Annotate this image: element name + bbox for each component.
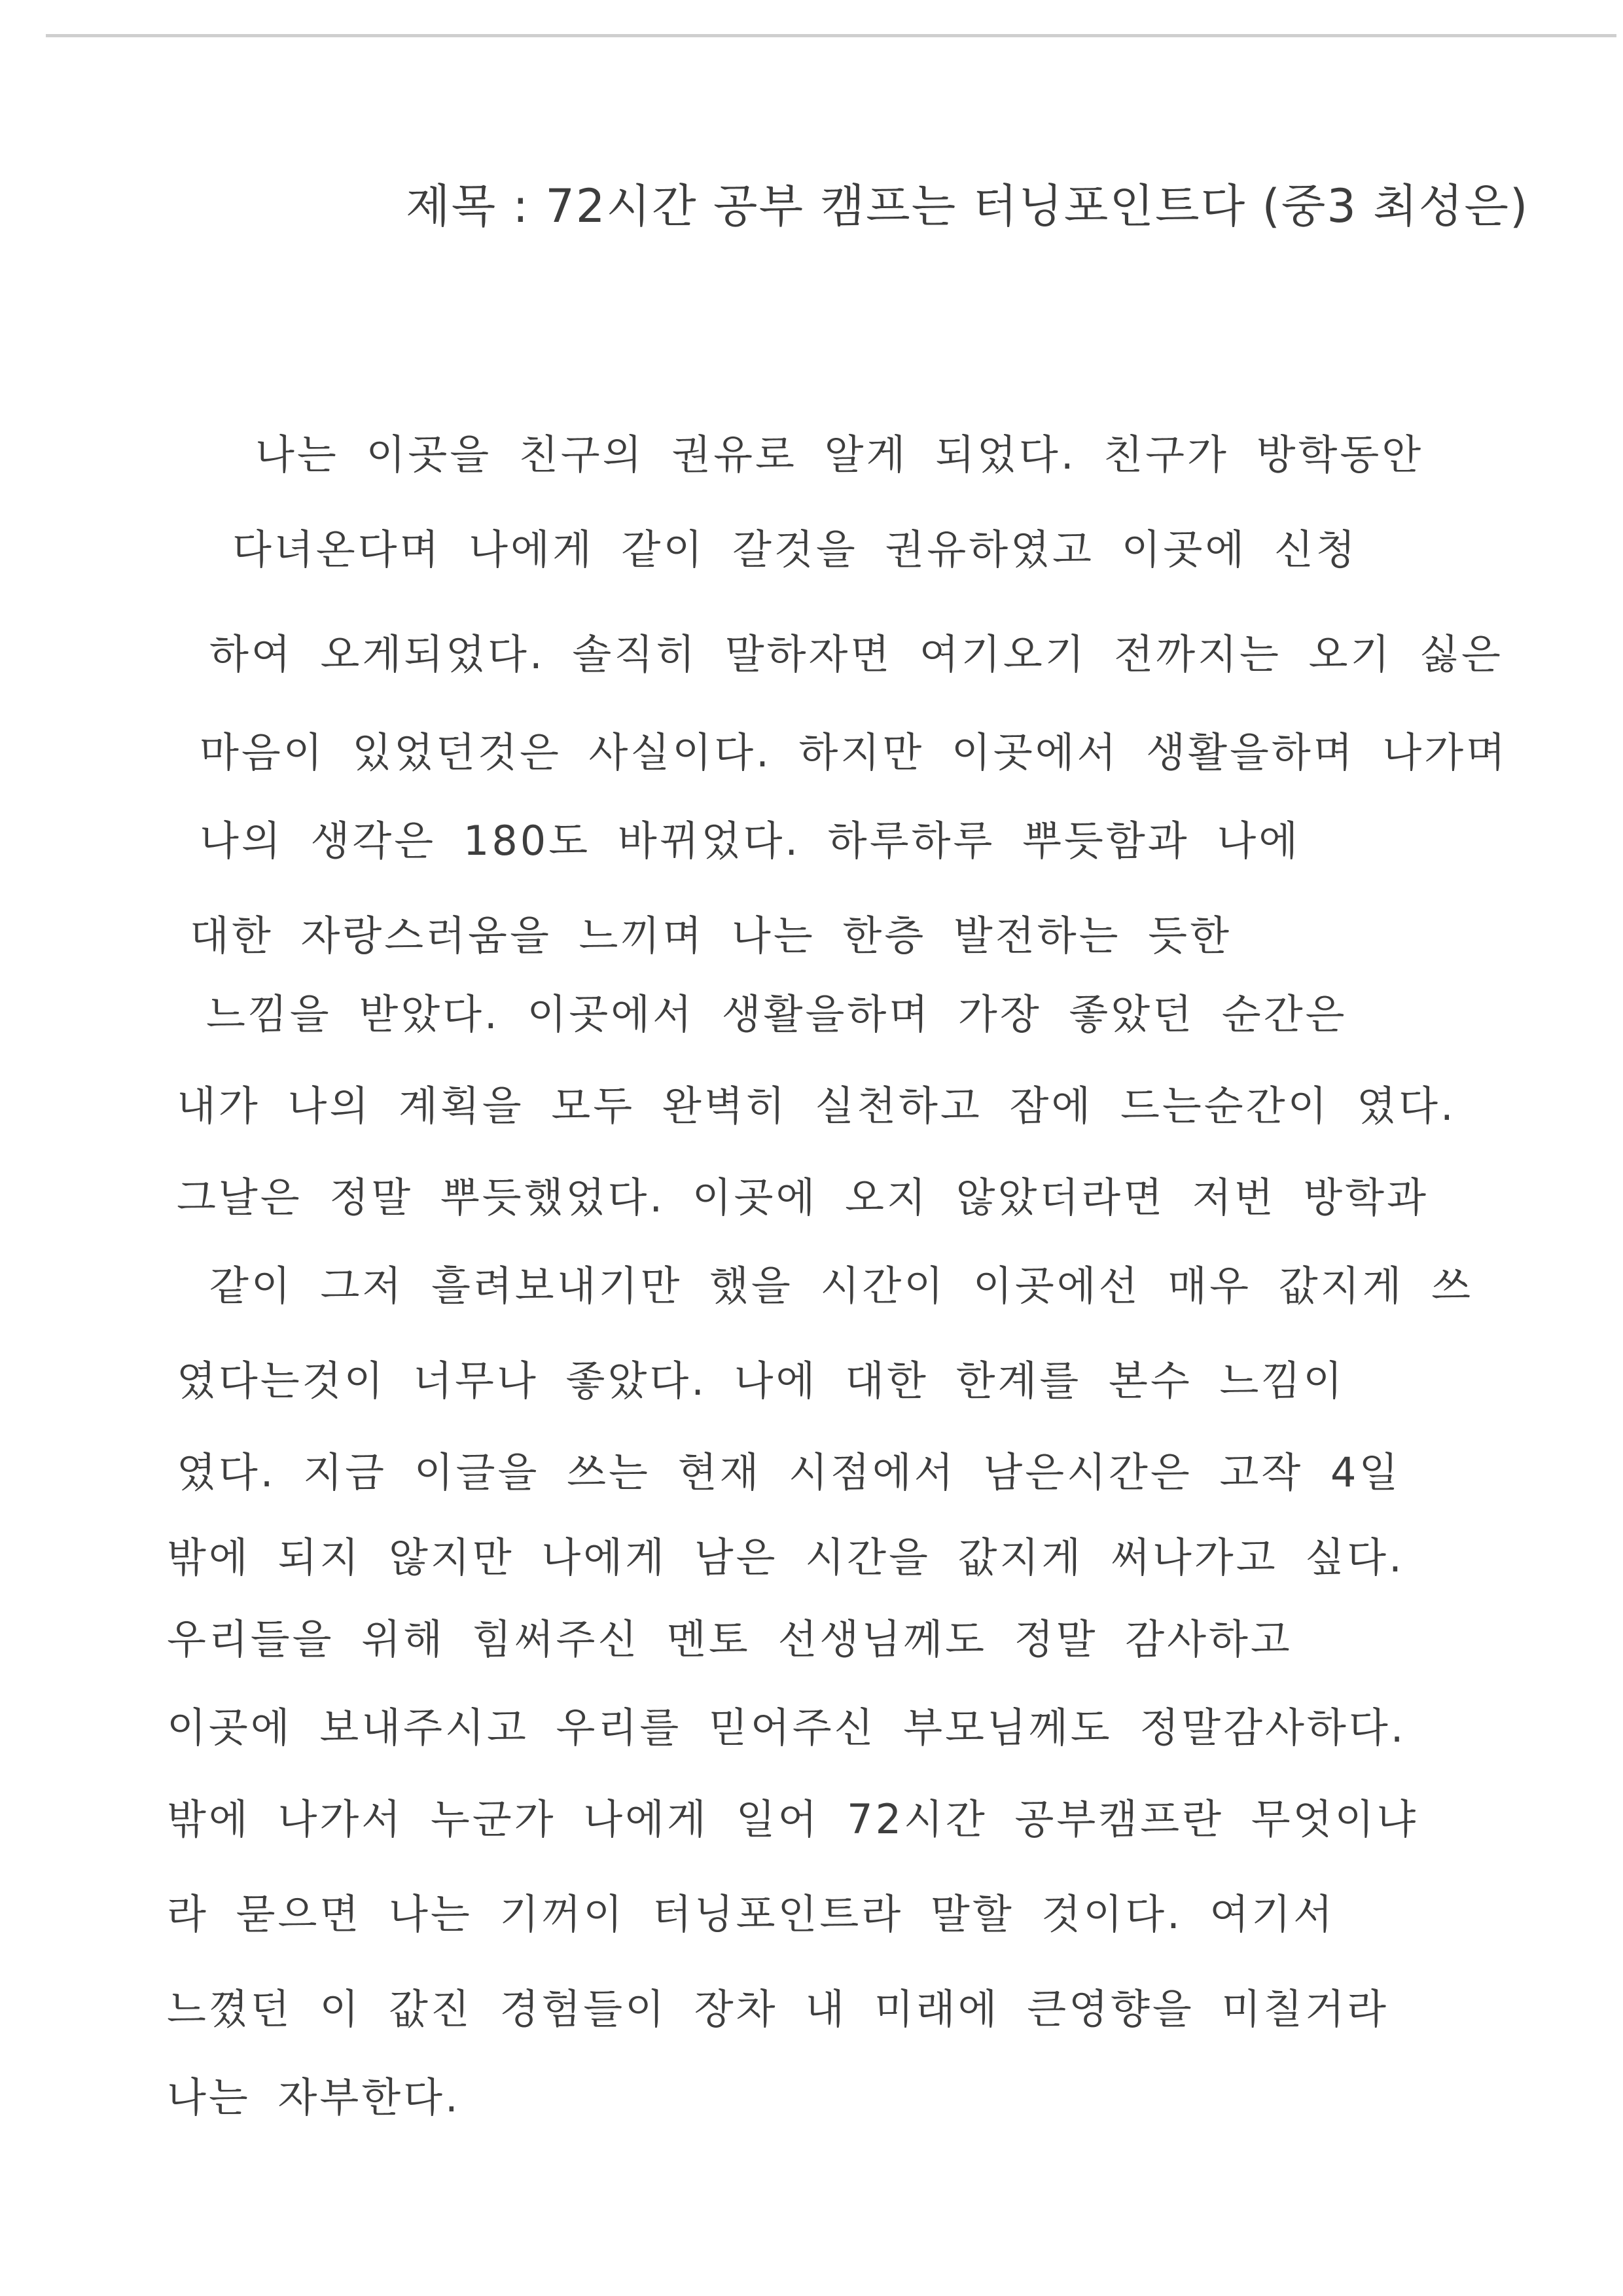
essay-line: 마음이 있었던것은 사실이다. 하지만 이곳에서 생활을하며 나가며 [200,728,1508,776]
essay-line: 같이 그저 흘려보내기만 했을 시간이 이곳에선 매우 값지게 쓰 [209,1262,1473,1310]
essay-line: 였다. 지금 이글을 쓰는 현재 시점에서 남은시간은 고작 4일 [177,1448,1401,1496]
essay-line: 우리들을 위해 힘써주신 멘토 선생님께도 정말 감사하고 [167,1615,1293,1663]
essay-line: 대한 자랑스러움을 느끼며 나는 한층 발전하는 듯한 [190,912,1232,960]
essay-line: 내가 나의 계획을 모두 완벽히 실천하고 잠에 드는순간이 였다. [177,1082,1456,1130]
essay-title: 제목 : 72시간 공부 캠프는 터닝포인트다 (중3 최성은) [406,179,1529,233]
essay-line: 나는 이곳을 친구의 권유로 알게 되었다. 친구가 방학동안 [255,431,1424,478]
essay-line: 다녀온다며 나에게 같이 갈것을 권유하였고 이곳에 신청 [232,526,1358,573]
essay-line: 그날은 정말 뿌듯했었다. 이곳에 오지 않았더라면 저번 방학과 [177,1174,1429,1221]
essay-line: 라 묻으면 나는 기꺼이 터닝포인트라 말할 것이다. 여기서 [167,1890,1336,1938]
essay-line: 나의 생각은 180도 바뀌었다. 하루하루 뿌듯함과 나에 [200,817,1301,865]
essay-line: 였다는것이 너무나 좋았다. 나에 대한 한계를 본수 느낌이 [177,1357,1346,1405]
essay-line: 느낌을 받았다. 이곳에서 생활을하며 가장 좋았던 순간은 [206,990,1347,1038]
essay-line: 밖에 나가서 누군가 나에게 일어 72시간 공부캠프란 무엇이냐 [167,1795,1419,1843]
essay-line: 밖에 되지 않지만 나에게 남은 시간을 값지게 써나가고 싶다. [167,1534,1404,1581]
essay-line: 느꼈던 이 값진 경험들이 장차 내 미래에 큰영향을 미칠거라 [167,1985,1389,2033]
essay-line: 나는 자부한다. [167,2073,461,2121]
essay-line: 이곳에 보내주시고 우리를 믿어주신 부모님께도 정말감사하다. [167,1704,1406,1751]
essay-line: 하여 오게되었다. 솔직히 말하자면 여기오기 전까지는 오기 싫은 [209,630,1503,678]
